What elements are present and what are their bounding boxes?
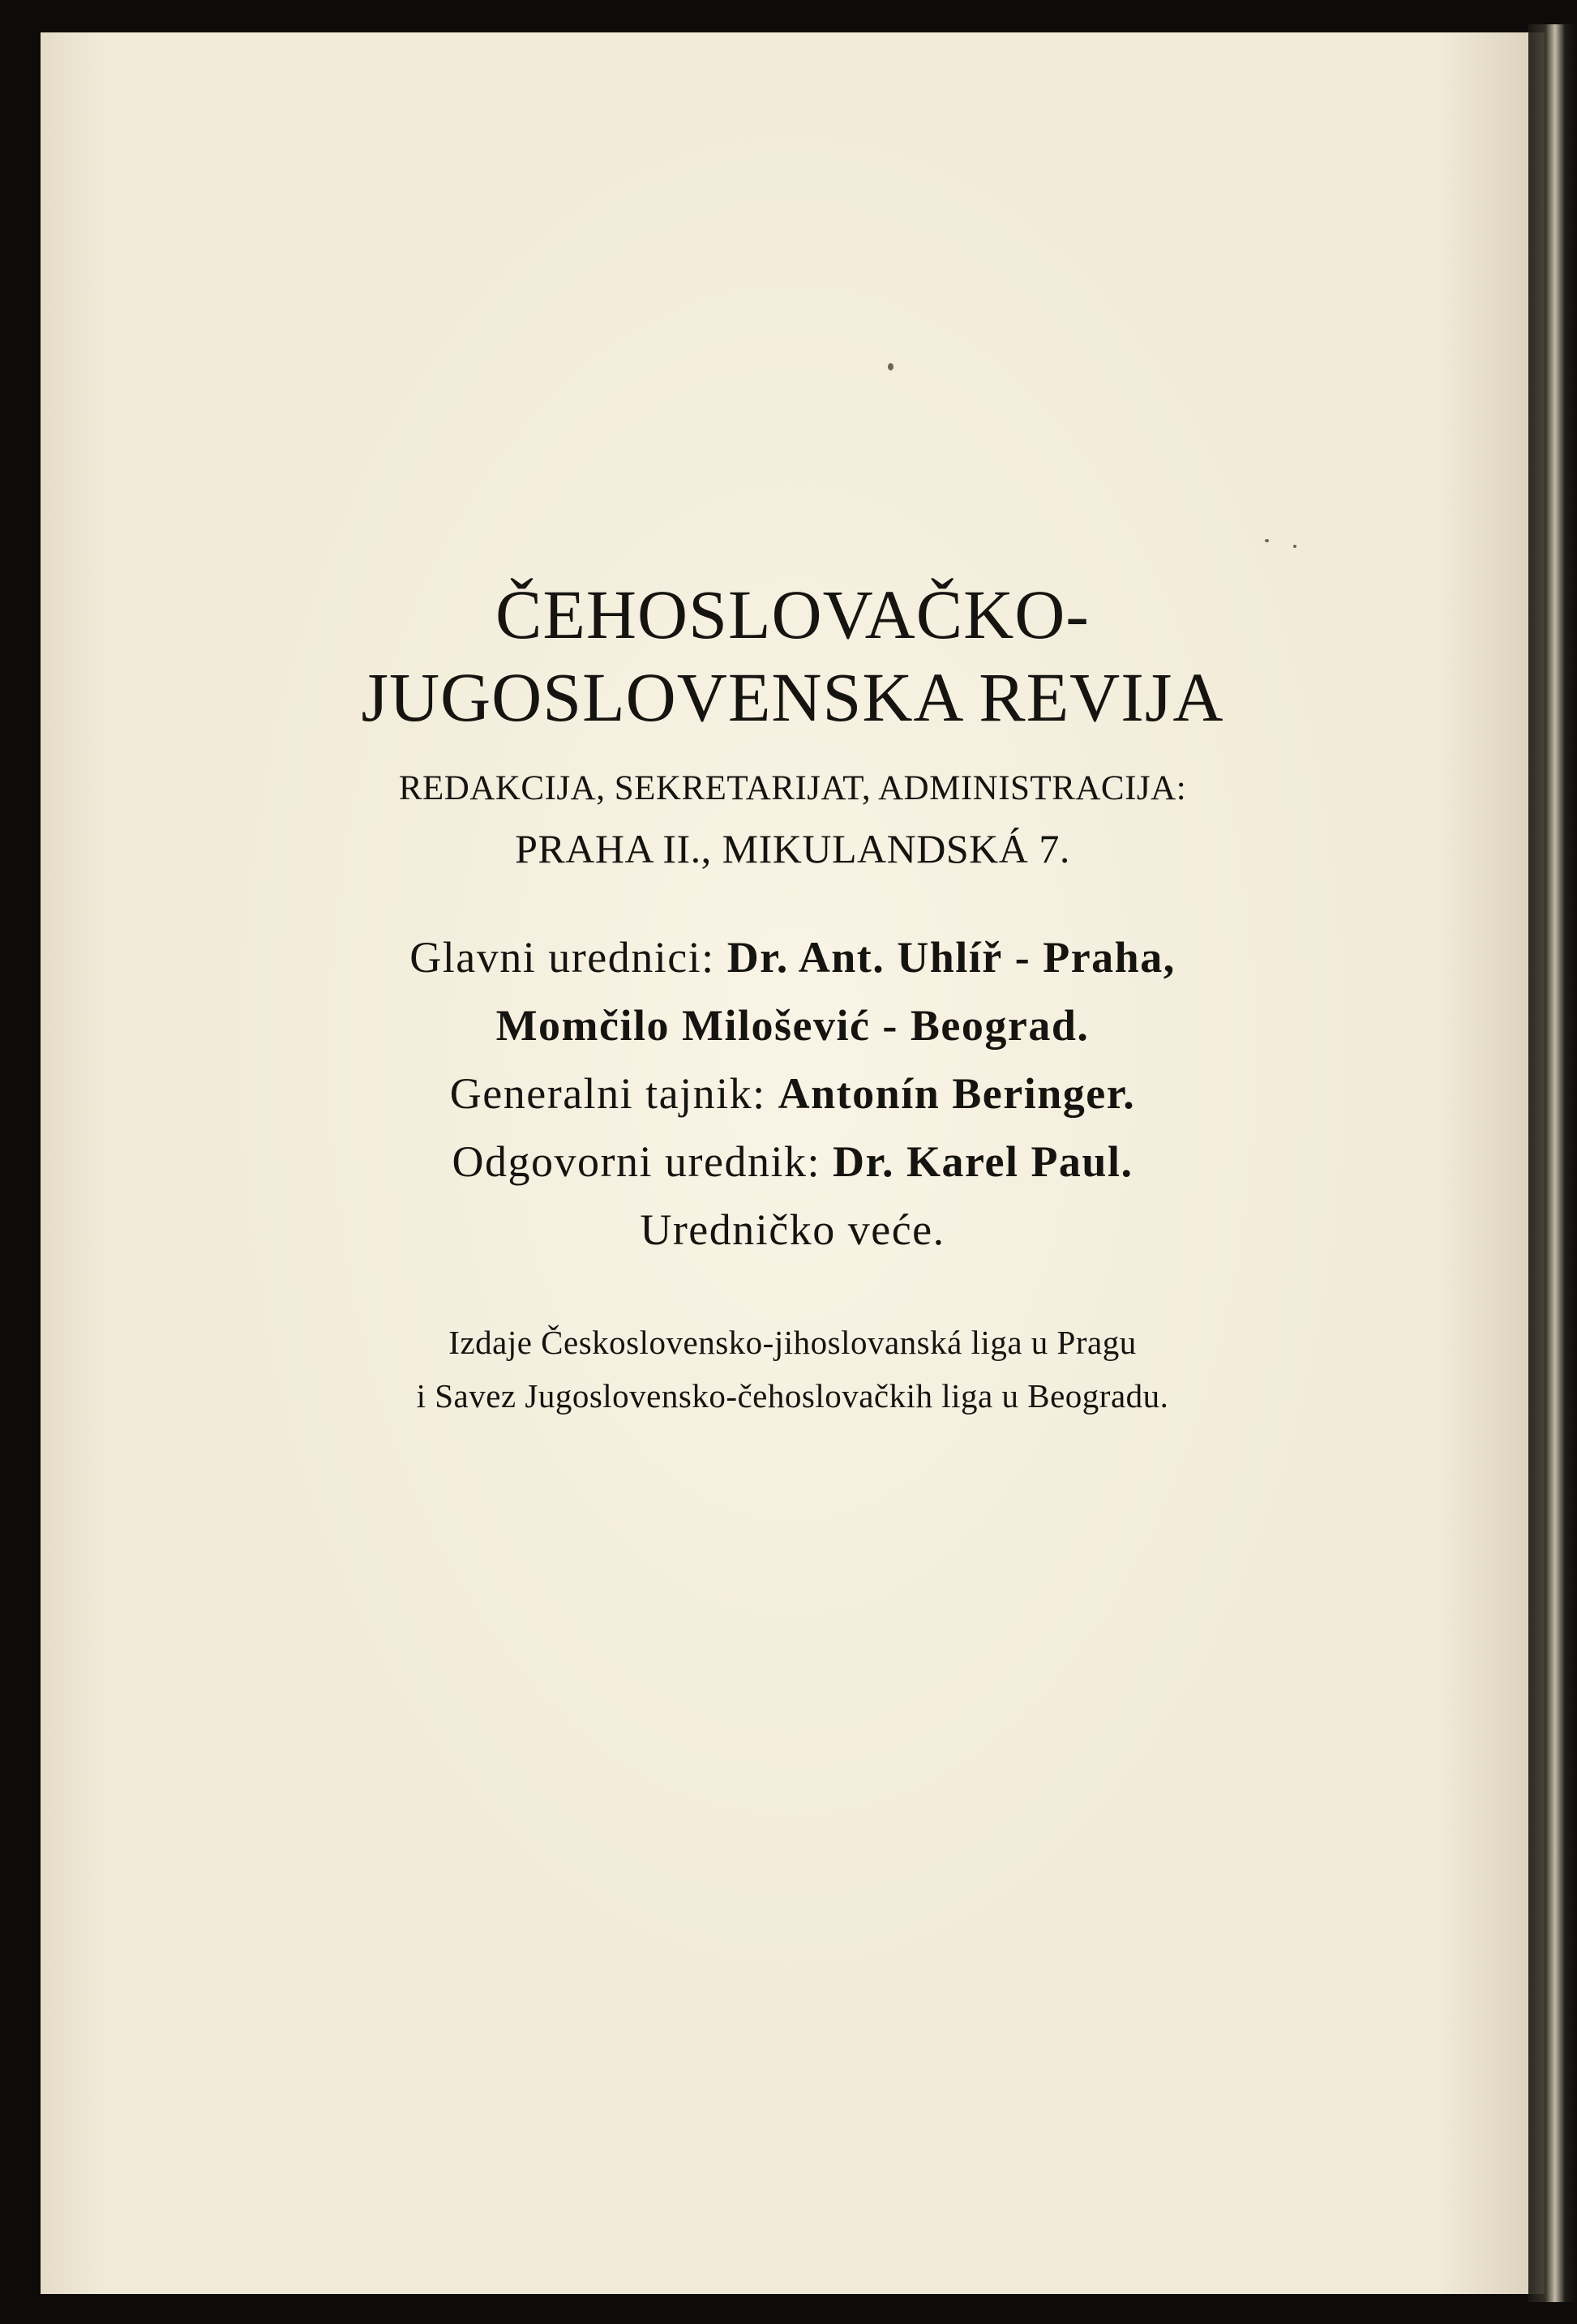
general-secretary-name: Antonín Beringer.	[778, 1069, 1136, 1118]
journal-title-line-1: ČEHOSLOVAČKO-	[495, 576, 1090, 653]
responsible-editor-label: Odgovorni urednik:	[452, 1137, 821, 1186]
chief-editors-label: Glavni urednici:	[409, 933, 715, 982]
responsible-editor-line	[41, 1136, 1545, 1187]
offices-heading: REDAKCIJA, SEKRETARIJAT, ADMINISTRACIJA:	[398, 769, 1187, 807]
office-address: PRAHA II., MIKULANDSKÁ 7.	[515, 826, 1070, 871]
publisher-line-1: Izdaje Československo-jihoslovanská liga u Pragu	[448, 1324, 1137, 1361]
responsible-editor-name: Dr. Karel Paul.	[832, 1137, 1133, 1186]
general-secretary-label: Generalni tajnik:	[449, 1069, 766, 1118]
paper-speck	[1293, 545, 1296, 548]
general-secretary-line	[41, 1068, 1545, 1119]
journal-title-line-2: JUGOSLOVENSKA REVIJA	[361, 658, 1224, 736]
chief-editor-1: Dr. Ant. Uhlíř - Praha,	[726, 933, 1176, 982]
paper-sheet	[41, 32, 1545, 2294]
editorial-board-line: Uredničko veće.	[640, 1205, 945, 1254]
publisher-line-2: i Savez Jugoslovensko-čehoslovačkih liga u Beogradu.	[416, 1377, 1169, 1415]
chief-editor-2-line	[41, 1000, 1545, 1051]
paper-speck	[888, 363, 893, 370]
chief-editors-line	[41, 932, 1545, 982]
book-spine-edge	[1528, 24, 1577, 2302]
paper-speck	[1265, 539, 1269, 542]
chief-editor-2: Momčilo Milošević - Beograd.	[495, 1001, 1090, 1050]
